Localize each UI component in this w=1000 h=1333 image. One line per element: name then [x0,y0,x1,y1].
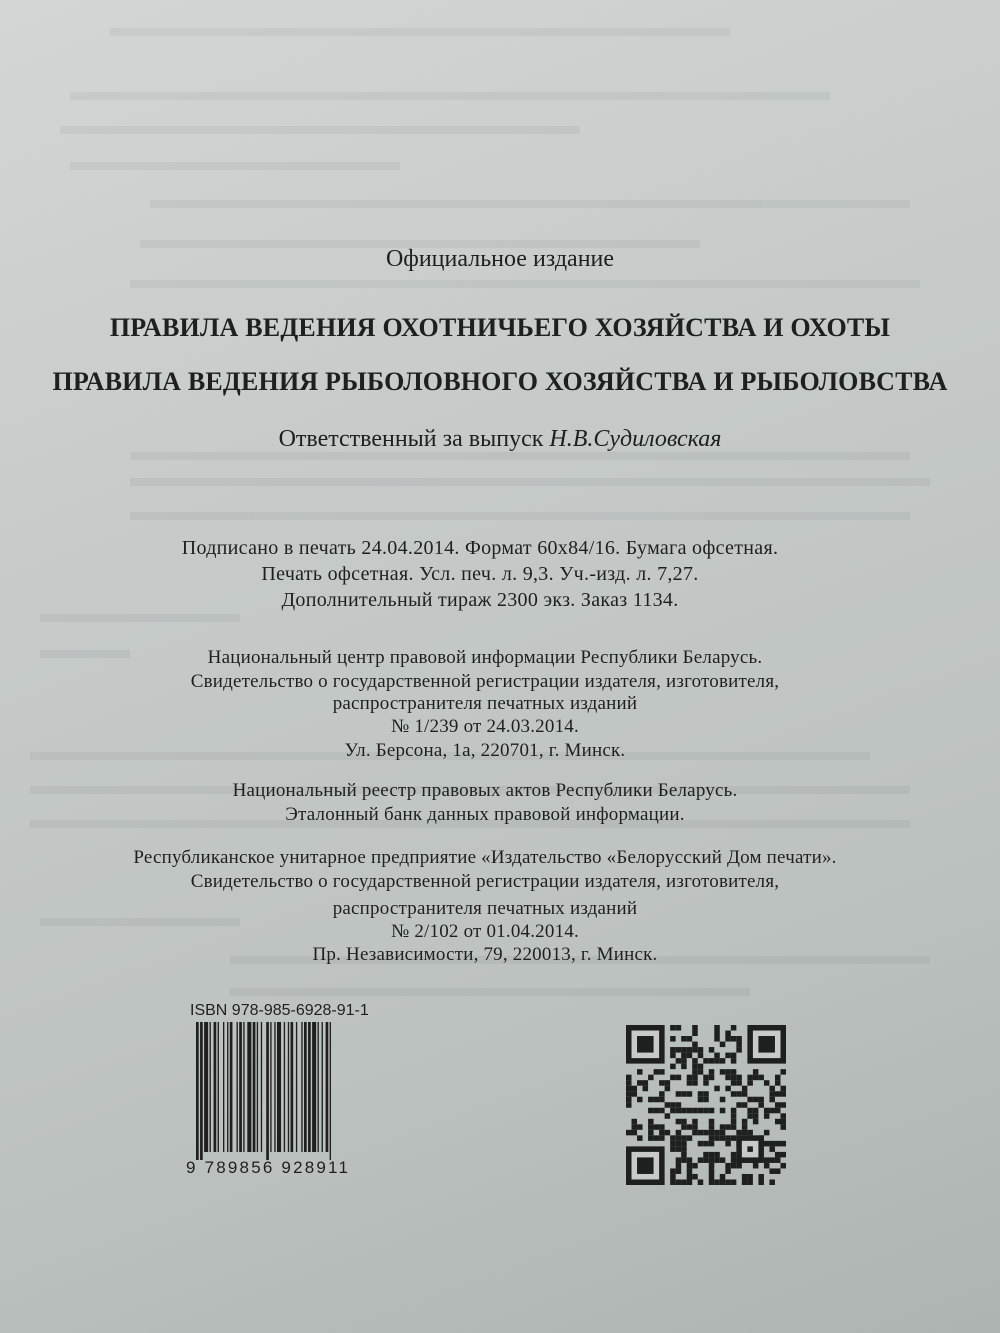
responsible-editor-label: Ответственный за выпуск [278,426,544,452]
printer-address: Пр. Независимости, 79, 220013, г. Минск. [312,944,658,965]
responsible-editor-line [0,426,1000,453]
title-fishing-rules: ПРАВИЛА ВЕДЕНИЯ РЫБОЛОВНОГО ХОЗЯЙСТВА И РЫБОЛОВСТВА [52,367,948,396]
registry-databank: Эталонный банк данных правовой информации. [285,804,685,825]
isbn-label: ISBN 978-985-6928-91-1 [190,1002,369,1019]
responsible-editor-name: Н.В.Судиловская [549,426,722,452]
official-edition-label: Официальное издание [385,246,615,272]
title-hunting-rules: ПРАВИЛА ВЕДЕНИЯ ОХОТНИЧЬЕГО ХОЗЯЙСТВА И ОХОТЫ [109,313,891,342]
publisher-certificate-cont: распространителя печатных изданий [332,693,638,714]
printer-certificate: Свидетельство о государственной регистрации издателя, изготовителя, [190,871,780,892]
qr-code-icon [626,1025,786,1185]
printer-name: Республиканское унитарное предприятие «Издательство «Белорусский Дом печати». [133,847,837,868]
registry-name: Национальный реестр правовых актов Республики Беларусь. [232,780,738,801]
printer-certificate-cont: распространителя печатных изданий [332,898,638,919]
imprint-line-printing: Печать офсетная. Усл. печ. л. 9,3. Уч.-изд. л. 7,27. [261,563,699,585]
publisher-name: Национальный центр правовой информации Республики Беларусь. [207,647,763,668]
imprint-line-print-run: Дополнительный тираж 2300 экз. Заказ 1134. [281,589,679,611]
imprint-line-signed: Подписано в печать 24.04.2014. Формат 60х84/16. Бумага офсетная. [181,537,779,559]
barcode-digits: 9 789856 928911 [186,1158,351,1177]
barcode-icon [186,1022,392,1160]
printer-certificate-number: № 2/102 от 01.04.2014. [391,921,579,942]
isbn-block [186,1000,392,1184]
publisher-certificate-number: № 1/239 от 24.03.2014. [391,716,579,737]
publisher-address: Ул. Берсона, 1а, 220701, г. Минск. [344,740,626,761]
publisher-certificate: Свидетельство о государственной регистрации издателя, изготовителя, [190,671,780,692]
